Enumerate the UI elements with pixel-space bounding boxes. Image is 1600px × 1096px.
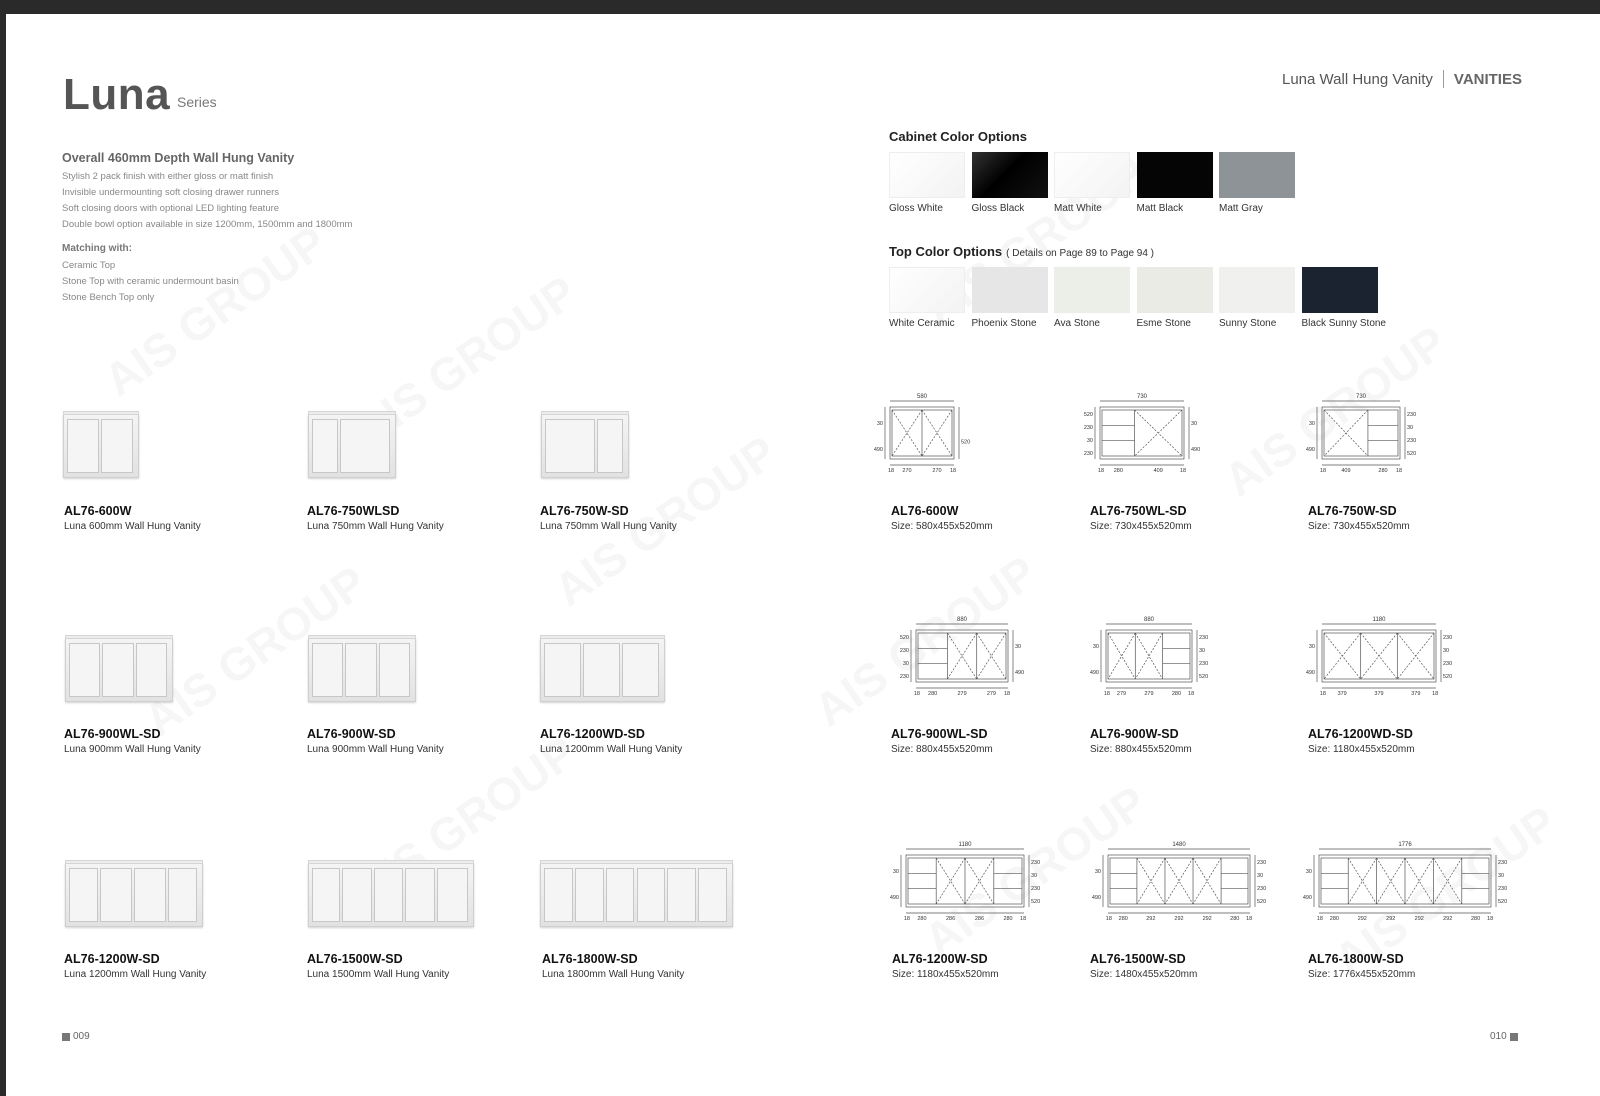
cabinet-color-swatch-label: Matt Gray xyxy=(1219,203,1263,214)
dimension-label: 490 xyxy=(1015,670,1025,677)
dimension-label: 490 xyxy=(1091,895,1101,902)
cabinet-inner xyxy=(1102,410,1182,456)
dimension-label: 18 xyxy=(903,916,910,922)
dimension-label: 280 xyxy=(1471,916,1481,922)
product-code: AL76-900WL-SD xyxy=(64,727,161,741)
dimension-label: 292 xyxy=(1146,916,1156,922)
cabinet-color-swatch[interactable] xyxy=(1219,152,1295,198)
product-description: Luna 600mm Wall Hung Vanity xyxy=(64,521,201,532)
dimension-label: 520 xyxy=(1443,674,1453,681)
dimension-label: 280 xyxy=(928,691,938,697)
vanity-door xyxy=(544,868,573,922)
technical-drawing xyxy=(1300,614,1474,709)
vanity-image xyxy=(65,638,173,702)
product-code: AL76-1800W-SD xyxy=(542,952,638,966)
dimension-label: 490 xyxy=(1305,447,1315,454)
vanity-door xyxy=(340,419,390,473)
dimension-label: 730 xyxy=(1355,394,1367,400)
cabinet-color-swatch-label: Gloss White xyxy=(889,203,943,214)
vanity-door xyxy=(544,643,581,697)
dimension-label: 409 xyxy=(1341,468,1351,474)
top-color-swatch[interactable] xyxy=(1302,267,1378,313)
vanity-image xyxy=(63,414,139,478)
series-subtitle: Series xyxy=(177,94,217,110)
top-color-swatch[interactable] xyxy=(1054,267,1130,313)
drawing-svg xyxy=(1086,839,1288,934)
dimension-label: 520 xyxy=(1031,899,1041,906)
technical-drawing xyxy=(1086,839,1288,934)
drawing-code: AL76-1800W-SD xyxy=(1308,952,1404,966)
header-category: VANITIES xyxy=(1453,70,1522,88)
dimension-label: 490 xyxy=(1302,895,1312,902)
vanity-door xyxy=(575,868,604,922)
dimension-label: 230 xyxy=(1083,451,1093,458)
dimension-label: 18 xyxy=(1246,916,1253,922)
vanity-door xyxy=(345,643,377,697)
dimension-label: 280 xyxy=(917,916,927,922)
top-color-swatch-label: White Ceramic xyxy=(889,318,955,329)
dimension-label: 580 xyxy=(916,394,928,400)
dimension-label: 18 xyxy=(1432,691,1439,697)
cabinet-inner xyxy=(1108,633,1190,679)
intro-heading: Overall 460mm Depth Wall Hung Vanity xyxy=(62,151,295,165)
top-color-swatch-label: Phoenix Stone xyxy=(971,318,1037,329)
dimension-label: 409 xyxy=(1153,468,1163,474)
dimension-label: 280 xyxy=(1118,916,1128,922)
vanity-door xyxy=(312,643,343,697)
drawing-size: Size: 730x455x520mm xyxy=(1090,521,1192,532)
dimension-label: 18 xyxy=(1020,916,1027,922)
product-description: Luna 900mm Wall Hung Vanity xyxy=(307,744,444,755)
dimension-label: 379 xyxy=(1374,691,1384,697)
dimension-label: 18 xyxy=(1319,691,1326,697)
vanity-top xyxy=(540,860,733,864)
dimension-label: 270 xyxy=(932,468,942,474)
cabinet-inner xyxy=(918,633,1006,679)
dimension-label: 490 xyxy=(1089,670,1099,677)
dimension-label: 30 xyxy=(876,421,883,428)
product-description: Luna 750mm Wall Hung Vanity xyxy=(540,521,677,532)
vanity-door xyxy=(379,643,410,697)
product-code: AL76-1500W-SD xyxy=(307,952,403,966)
matching-line: Ceramic Top xyxy=(62,260,116,271)
drawing-code: AL76-750W-SD xyxy=(1308,504,1397,518)
dimension-label: 292 xyxy=(1443,916,1453,922)
top-color-heading xyxy=(889,244,1154,259)
dimension-label: 30 xyxy=(1443,648,1450,655)
vanity-door xyxy=(69,868,98,922)
cabinet-color-swatch-label: Matt Black xyxy=(1136,203,1184,214)
vanity-door xyxy=(67,419,99,473)
dimension-label: 520 xyxy=(899,635,909,642)
matching-heading: Matching with: xyxy=(62,243,132,254)
vanity-door xyxy=(136,643,167,697)
vanity-top xyxy=(65,860,203,864)
drawing-size: Size: 880x455x520mm xyxy=(1090,744,1192,755)
dimension-label: 230 xyxy=(1199,635,1209,642)
dimension-label: 730 xyxy=(1136,394,1148,400)
vanity-door xyxy=(134,868,166,922)
product-code: AL76-900W-SD xyxy=(307,727,396,741)
cabinet-outline xyxy=(916,630,1008,682)
dimension-label: 30 xyxy=(1031,873,1038,880)
drawing-size: Size: 1180x455x520mm xyxy=(1308,744,1415,755)
dimension-label: 520 xyxy=(1498,899,1508,906)
header-title: Luna Wall Hung Vanity xyxy=(1282,70,1433,88)
cabinet-color-swatch[interactable] xyxy=(1054,152,1130,198)
vanity-door xyxy=(606,868,635,922)
drawing-size: Size: 1480x455x520mm xyxy=(1090,969,1198,980)
top-color-swatch-label: Ava Stone xyxy=(1054,318,1100,329)
dimension-label: 279 xyxy=(957,691,967,697)
dimension-label: 880 xyxy=(956,617,968,623)
dimension-label: 279 xyxy=(1144,691,1154,697)
dimension-label: 30 xyxy=(1092,644,1099,651)
dimension-label: 18 xyxy=(1319,468,1327,474)
vanity-door xyxy=(101,419,133,473)
drawing-code: AL76-1500W-SD xyxy=(1090,952,1186,966)
product-description: Luna 900mm Wall Hung Vanity xyxy=(64,744,201,755)
drawing-svg xyxy=(1078,391,1222,486)
dimension-label: 230 xyxy=(1257,860,1267,867)
top-color-swatch[interactable] xyxy=(972,267,1048,313)
dimension-label: 280 xyxy=(1230,916,1240,922)
drawing-svg xyxy=(868,391,992,486)
dimension-label: 230 xyxy=(1443,635,1453,642)
drawing-svg xyxy=(1297,839,1529,934)
dimension-label: 18 xyxy=(949,468,957,474)
dimension-label: 1480 xyxy=(1172,842,1186,848)
vanity-image xyxy=(308,414,396,478)
vanity-door xyxy=(583,643,621,697)
dimension-label: 30 xyxy=(1257,873,1264,880)
dimension-label: 30 xyxy=(1407,425,1414,432)
dimension-label: 30 xyxy=(1498,873,1505,880)
top-color-swatch[interactable] xyxy=(1137,267,1213,313)
dimension-label: 280 xyxy=(1171,691,1182,697)
intro-line: Double bowl option available in size 1200mm, 1500mm and 1800mm xyxy=(62,219,353,230)
product-code: AL76-750WLSD xyxy=(307,504,400,518)
dimension-label: 18 xyxy=(1188,691,1195,697)
dimension-label: 520 xyxy=(1407,451,1417,458)
dimension-label: 279 xyxy=(986,691,997,697)
product-description: Luna 1200mm Wall Hung Vanity xyxy=(64,969,207,980)
dimension-label: 18 xyxy=(1395,468,1403,474)
drawing-svg xyxy=(1084,614,1230,709)
dimension-label: 292 xyxy=(1386,916,1396,922)
top-color-swatch[interactable] xyxy=(889,267,965,313)
vanity-door xyxy=(622,643,659,697)
dimension-label: 30 xyxy=(902,661,909,668)
top-color-swatch-label: Black Sunny Stone xyxy=(1301,318,1386,329)
dimension-label: 230 xyxy=(1031,886,1041,893)
vanity-door xyxy=(667,868,696,922)
cabinet-color-swatch[interactable] xyxy=(972,152,1048,198)
technical-drawing xyxy=(1084,614,1230,709)
catalog-spread xyxy=(6,14,1600,1096)
drawing-size: Size: 1180x455x520mm xyxy=(892,969,999,980)
page-marker-icon xyxy=(62,1033,70,1041)
dimension-label: 18 xyxy=(1316,916,1323,922)
top-color-note: ( Details on Page 89 to Page 94 ) xyxy=(1006,248,1155,259)
technical-drawing xyxy=(894,614,1046,709)
drawing-code: AL76-1200WD-SD xyxy=(1308,727,1413,741)
vanity-door xyxy=(597,419,623,473)
dimension-label: 30 xyxy=(1305,869,1312,876)
vanity-image xyxy=(65,863,203,927)
dimension-label: 1776 xyxy=(1398,842,1412,848)
dimension-label: 18 xyxy=(887,468,895,474)
matching-line: Stone Top with ceramic undermount basin xyxy=(62,276,239,287)
dimension-label: 292 xyxy=(1357,916,1367,922)
dimension-label: 30 xyxy=(892,869,899,876)
vanity-top xyxy=(540,635,665,639)
page-marker-icon xyxy=(1510,1033,1518,1041)
dimension-label: 18 xyxy=(1003,691,1011,697)
technical-drawing xyxy=(1297,839,1529,934)
vanity-image xyxy=(540,863,733,927)
cabinet-outline xyxy=(1108,855,1250,907)
dimension-label: 292 xyxy=(1414,916,1424,922)
vanity-door xyxy=(100,868,132,922)
matching-list xyxy=(62,258,239,306)
drawing-svg xyxy=(894,614,1046,709)
top-color-swatch-label: Esme Stone xyxy=(1136,318,1191,329)
technical-drawing xyxy=(1078,391,1222,486)
drawing-code: AL76-900W-SD xyxy=(1090,727,1179,741)
cabinet-color-swatch[interactable] xyxy=(1137,152,1213,198)
dimension-label: 230 xyxy=(1031,860,1041,867)
vanity-top xyxy=(541,411,629,415)
dimension-label: 30 xyxy=(1086,438,1093,445)
product-code: AL76-1200WD-SD xyxy=(540,727,645,741)
vanity-door xyxy=(342,868,372,922)
vanity-door xyxy=(312,868,340,922)
drawing-size: Size: 1776x455x520mm xyxy=(1308,969,1416,980)
page-number-right xyxy=(1490,1031,1518,1042)
dimension-label: 280 xyxy=(1003,916,1013,922)
drawing-svg xyxy=(1300,614,1474,709)
vanity-image xyxy=(308,638,416,702)
drawing-size: Size: 880x455x520mm xyxy=(891,744,993,755)
dimension-label: 18 xyxy=(1179,468,1187,474)
dimension-label: 520 xyxy=(1083,412,1093,419)
dimension-label: 230 xyxy=(1199,661,1209,668)
dimension-label: 18 xyxy=(913,691,921,697)
vanity-door xyxy=(102,643,134,697)
product-description: Luna 1800mm Wall Hung Vanity xyxy=(542,969,685,980)
top-color-swatch-label: Sunny Stone xyxy=(1219,318,1277,329)
vanity-door xyxy=(69,643,100,697)
page-number-text: 010 xyxy=(1490,1031,1507,1042)
dimension-label: 230 xyxy=(1083,425,1093,432)
dimension-label: 280 xyxy=(1378,468,1388,474)
vanity-top xyxy=(65,635,173,639)
dimension-label: 490 xyxy=(873,447,883,454)
dimension-label: 230 xyxy=(899,648,909,655)
dimension-label: 18 xyxy=(1097,468,1105,474)
dimension-label: 279 xyxy=(1116,691,1127,697)
dimension-label: 230 xyxy=(1443,661,1453,668)
vanity-door xyxy=(698,868,727,922)
intro-line: Invisible undermounting soft closing drawer runners xyxy=(62,187,280,198)
dimension-label: 30 xyxy=(1308,421,1315,428)
vanity-door xyxy=(437,868,468,922)
product-description: Luna 1200mm Wall Hung Vanity xyxy=(540,744,683,755)
top-color-swatch[interactable] xyxy=(1219,267,1295,313)
dimension-label: 230 xyxy=(899,674,909,681)
drawing-code: AL76-900WL-SD xyxy=(891,727,988,741)
dimension-label: 230 xyxy=(1257,886,1267,893)
dimension-label: 490 xyxy=(889,895,899,902)
drawing-svg xyxy=(1300,391,1438,486)
product-description: Luna 750mm Wall Hung Vanity xyxy=(307,521,444,532)
dimension-label: 520 xyxy=(1199,674,1209,681)
dimension-label: 520 xyxy=(1257,899,1267,906)
vanity-top xyxy=(308,635,416,639)
top-color-heading-text: Top Color Options xyxy=(889,244,1003,259)
cabinet-color-swatch-label: Matt White xyxy=(1054,203,1102,214)
technical-drawing xyxy=(1300,391,1438,486)
vanity-top xyxy=(63,411,139,415)
dimension-label: 880 xyxy=(1143,617,1155,623)
vanity-image xyxy=(540,638,665,702)
dimension-label: 30 xyxy=(1015,644,1022,651)
vanity-door xyxy=(168,868,197,922)
page-number-text: 009 xyxy=(73,1031,90,1042)
intro-line: Soft closing doors with optional LED lighting feature xyxy=(62,203,280,214)
dimension-label: 280 xyxy=(1329,916,1339,922)
vanity-door xyxy=(405,868,435,922)
cabinet-color-heading: Cabinet Color Options xyxy=(889,129,1027,144)
dimension-label: 490 xyxy=(1191,447,1201,454)
product-code: AL76-600W xyxy=(64,504,132,518)
dimension-label: 30 xyxy=(1308,644,1315,651)
dimension-label: 1180 xyxy=(958,842,972,848)
dimension-label: 30 xyxy=(1094,869,1101,876)
vanity-door xyxy=(545,419,595,473)
vanity-door xyxy=(374,868,404,922)
dimension-label: 292 xyxy=(1174,916,1184,922)
dimension-label: 379 xyxy=(1337,691,1347,697)
vanity-top xyxy=(308,860,474,864)
intro-list xyxy=(62,169,352,233)
cabinet-outline xyxy=(1106,630,1192,682)
dimension-label: 379 xyxy=(1411,691,1421,697)
vanity-image xyxy=(308,863,474,927)
cabinet-color-swatch[interactable] xyxy=(889,152,965,198)
dimension-label: 18 xyxy=(1487,916,1494,922)
dimension-label: 520 xyxy=(961,439,971,446)
vanity-door xyxy=(312,419,338,473)
technical-drawing xyxy=(868,391,992,486)
vanity-door xyxy=(637,868,666,922)
drawing-size: Size: 580x455x520mm xyxy=(891,521,993,532)
cabinet-outline xyxy=(1100,407,1184,459)
page-number-left xyxy=(62,1031,90,1042)
dimension-label: 1180 xyxy=(1372,617,1386,623)
dimension-label: 280 xyxy=(1113,468,1123,474)
product-description: Luna 1500mm Wall Hung Vanity xyxy=(307,969,450,980)
drawing-code: AL76-1200W-SD xyxy=(892,952,988,966)
drawing-size: Size: 730x455x520mm xyxy=(1308,521,1410,532)
page-header xyxy=(1282,70,1522,88)
cabinet-color-swatch-label: Gloss Black xyxy=(971,203,1025,214)
dimension-label: 30 xyxy=(1199,648,1206,655)
dimension-label: 286 xyxy=(945,916,956,922)
drawing-code: AL76-600W xyxy=(891,504,959,518)
product-code: AL76-750W-SD xyxy=(540,504,629,518)
dimension-label: 230 xyxy=(1498,860,1508,867)
series-title: Luna xyxy=(63,70,171,119)
dimension-label: 270 xyxy=(902,468,912,474)
dimension-label: 18 xyxy=(1103,691,1110,697)
vanity-top xyxy=(308,411,396,415)
dimension-label: 230 xyxy=(1407,438,1417,445)
dimension-label: 30 xyxy=(1191,421,1198,428)
cabinet-inner xyxy=(1110,858,1248,904)
dimension-label: 230 xyxy=(1407,412,1417,419)
dimension-label: 490 xyxy=(1305,670,1315,677)
dimension-label: 292 xyxy=(1202,916,1212,922)
technical-drawing xyxy=(884,839,1062,934)
dimension-label: 18 xyxy=(1105,916,1112,922)
cabinet-outline xyxy=(1322,407,1400,459)
dimension-label: 286 xyxy=(974,916,985,922)
dimension-label: 230 xyxy=(1498,886,1508,893)
drawing-code: AL76-750WL-SD xyxy=(1090,504,1187,518)
matching-line: Stone Bench Top only xyxy=(62,292,155,303)
drawing-svg xyxy=(884,839,1062,934)
intro-line: Stylish 2 pack finish with either gloss or matt finish xyxy=(62,171,274,182)
vanity-image xyxy=(541,414,629,478)
product-code: AL76-1200W-SD xyxy=(64,952,160,966)
header-divider xyxy=(1443,70,1444,88)
